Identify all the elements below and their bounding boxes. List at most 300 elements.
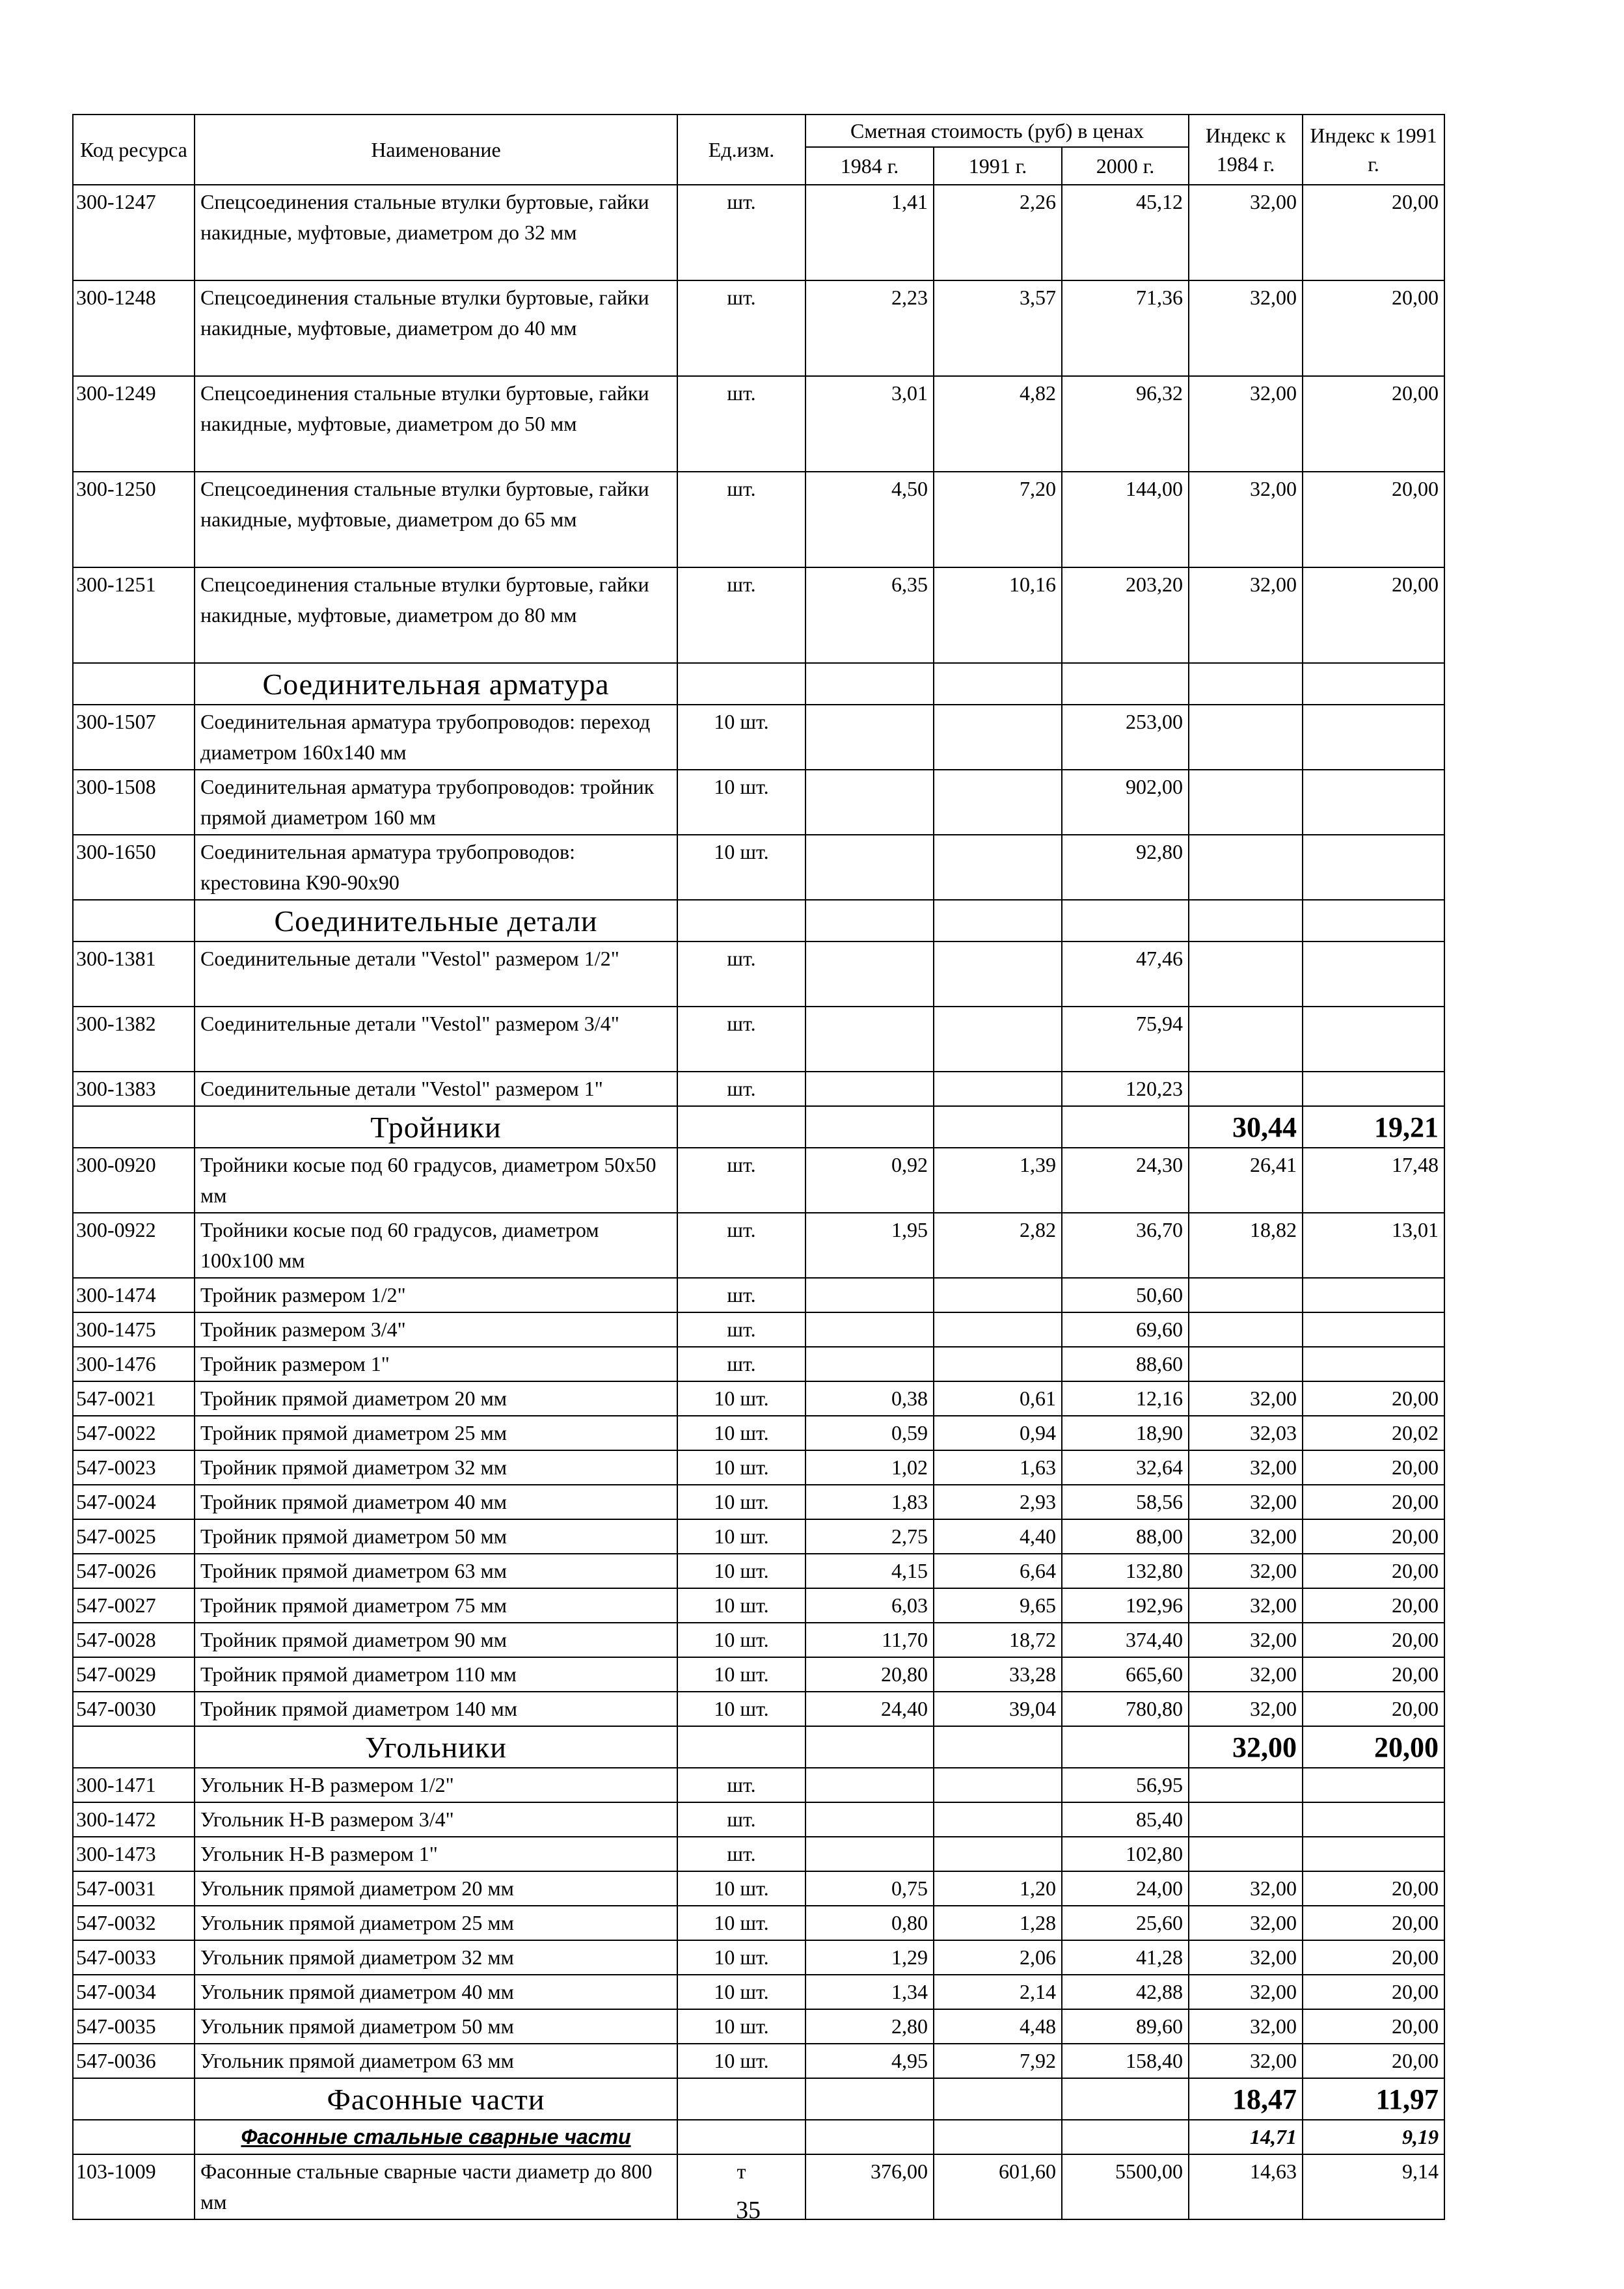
price-2000: 5500,00: [1062, 2154, 1189, 2219]
table-row: [73, 567, 1444, 663]
resource-code: 547-0035: [73, 2009, 195, 2044]
index-1984: 18,82: [1189, 1213, 1303, 1278]
price-1991: 4,48: [934, 2009, 1062, 2044]
index-1984: 32,03: [1189, 1416, 1303, 1450]
resource-name: Тройник прямой диаметром 75 мм: [195, 1588, 677, 1623]
resource-unit: 10 шт.: [677, 1381, 805, 1416]
header-year-2000: 2000 г.: [1062, 147, 1189, 185]
price-1984: [805, 1837, 934, 1871]
index-1984: [1189, 1007, 1303, 1072]
section-empty-cell: [934, 900, 1062, 941]
index-1991: [1303, 1312, 1444, 1347]
resource-name: Угольник прямой диаметром 50 мм: [195, 2009, 677, 2044]
section-empty-cell: [1062, 900, 1189, 941]
index-1991: [1303, 1007, 1444, 1072]
section-title: Угольники: [195, 1726, 677, 1768]
resource-name: Тройник прямой диаметром 32 мм: [195, 1450, 677, 1485]
price-2000: 36,70: [1062, 1213, 1189, 1278]
resource-name: Спецсоединения стальные втулки буртовые, гайки накидные, муфтовые, диаметром до 50 мм: [195, 376, 677, 472]
resource-unit: 10 шт.: [677, 1485, 805, 1519]
resource-name: Соединительная арматура трубопроводов: тройник прямой диаметром 160 мм: [195, 770, 677, 835]
table-row: [73, 1347, 1444, 1381]
price-2000: 56,95: [1062, 1768, 1189, 1802]
resource-unit: 10 шт.: [677, 770, 805, 835]
section-empty-cell: [805, 1106, 934, 1148]
price-2000: 75,94: [1062, 1007, 1189, 1072]
price-1984: 20,80: [805, 1657, 934, 1692]
price-1991: [934, 1802, 1062, 1837]
resource-name: Спецсоединения стальные втулки буртовые, гайки накидные, муфтовые, диаметром до 40 мм: [195, 280, 677, 376]
price-1991: 1,39: [934, 1148, 1062, 1213]
resource-name: Тройник прямой диаметром 140 мм: [195, 1692, 677, 1726]
index-1984: 32,00: [1189, 376, 1303, 472]
index-1991: [1303, 941, 1444, 1007]
subsection-code-cell: [73, 2120, 195, 2154]
index-1991: 20,00: [1303, 1588, 1444, 1623]
index-1984: 32,00: [1189, 1940, 1303, 1975]
price-2000: 374,40: [1062, 1623, 1189, 1657]
price-1991: 18,72: [934, 1623, 1062, 1657]
resource-unit: шт.: [677, 185, 805, 280]
index-1984: 26,41: [1189, 1148, 1303, 1213]
resource-unit: шт.: [677, 1312, 805, 1347]
index-1991: [1303, 1802, 1444, 1837]
resource-code: 547-0033: [73, 1940, 195, 1975]
price-1991: [934, 1278, 1062, 1312]
section-empty-cell: [805, 1726, 934, 1768]
price-2000: 88,60: [1062, 1347, 1189, 1381]
table-row: [73, 1213, 1444, 1278]
price-2000: 203,20: [1062, 567, 1189, 663]
price-1984: 0,75: [805, 1871, 934, 1906]
price-1991: [934, 1768, 1062, 1802]
section-empty-cell: [934, 663, 1062, 705]
section-title: Тройники: [195, 1106, 677, 1148]
resource-name: Тройник размером 1": [195, 1347, 677, 1381]
resource-name: Угольник прямой диаметром 32 мм: [195, 1940, 677, 1975]
price-2000: 58,56: [1062, 1485, 1189, 1519]
price-1984: [805, 1312, 934, 1347]
table-row: [73, 2009, 1444, 2044]
price-1984: [805, 1768, 934, 1802]
section-empty-cell: [805, 663, 934, 705]
price-1984: [805, 835, 934, 900]
section-header-row: [73, 900, 1444, 941]
price-1991: [934, 1007, 1062, 1072]
index-1984: [1189, 1312, 1303, 1347]
resource-code: 300-1248: [73, 280, 195, 376]
resource-code: 300-1383: [73, 1072, 195, 1106]
table-row: [73, 1278, 1444, 1312]
index-1984: 32,00: [1189, 1623, 1303, 1657]
table-row: [73, 1485, 1444, 1519]
table-row: [73, 1623, 1444, 1657]
section-title: Соединительная арматура: [195, 663, 677, 705]
section-index-1984: [1189, 663, 1303, 705]
index-1991: [1303, 1072, 1444, 1106]
resource-name: Соединительная арматура трубопроводов: переход диаметром 160x140 мм: [195, 705, 677, 770]
price-1991: 0,61: [934, 1381, 1062, 1416]
resource-unit: шт.: [677, 1007, 805, 1072]
subsection-index-1991: 9,19: [1303, 2120, 1444, 2154]
section-header-row: [73, 2078, 1444, 2120]
resource-name: Угольник прямой диаметром 25 мм: [195, 1906, 677, 1940]
resource-code: 300-1381: [73, 941, 195, 1007]
table-row: [73, 1554, 1444, 1588]
subsection-index-1984: 14,71: [1189, 2120, 1303, 2154]
table-row: [73, 1692, 1444, 1726]
section-index-1984: 30,44: [1189, 1106, 1303, 1148]
index-1991: 20,00: [1303, 1623, 1444, 1657]
section-code-cell: [73, 2078, 195, 2120]
index-1984: [1189, 1768, 1303, 1802]
index-1991: 20,00: [1303, 1906, 1444, 1940]
section-index-1991: 11,97: [1303, 2078, 1444, 2120]
resource-code: 547-0031: [73, 1871, 195, 1906]
subsection-empty-cell: [1062, 2120, 1189, 2154]
resource-unit: 10 шт.: [677, 835, 805, 900]
resource-name: Соединительные детали "Vestol" размером 3/4": [195, 1007, 677, 1072]
section-empty-cell: [805, 2078, 934, 2120]
price-1984: [805, 1072, 934, 1106]
price-2000: 47,46: [1062, 941, 1189, 1007]
resource-unit: 10 шт.: [677, 705, 805, 770]
price-2000: 144,00: [1062, 472, 1189, 567]
section-index-1991: 19,21: [1303, 1106, 1444, 1148]
index-1991: 20,00: [1303, 1975, 1444, 2009]
subsection-empty-cell: [934, 2120, 1062, 2154]
index-1984: 32,00: [1189, 1588, 1303, 1623]
resource-name: Тройник размером 3/4": [195, 1312, 677, 1347]
price-1984: 0,80: [805, 1906, 934, 1940]
section-index-1984: [1189, 900, 1303, 941]
table-row: [73, 1519, 1444, 1554]
subsection-empty-cell: [677, 2120, 805, 2154]
price-1991: [934, 835, 1062, 900]
index-1984: [1189, 1802, 1303, 1837]
table-row: [73, 941, 1444, 1007]
price-2000: 102,80: [1062, 1837, 1189, 1871]
resource-code: 300-1250: [73, 472, 195, 567]
price-1991: 4,82: [934, 376, 1062, 472]
resource-unit: 10 шт.: [677, 2009, 805, 2044]
index-1991: 20,00: [1303, 1485, 1444, 1519]
section-index-1991: 20,00: [1303, 1726, 1444, 1768]
price-2000: 89,60: [1062, 2009, 1189, 2044]
section-empty-cell: [934, 2078, 1062, 2120]
table-row: [73, 1768, 1444, 1802]
price-2000: 902,00: [1062, 770, 1189, 835]
index-1984: 32,00: [1189, 1871, 1303, 1906]
price-1991: 1,63: [934, 1450, 1062, 1485]
resource-unit: 10 шт.: [677, 1623, 805, 1657]
header-index-1984: Индекс к 1984 г.: [1189, 115, 1303, 185]
header-cost-group: Сметная стоимость (руб) в ценах: [805, 115, 1189, 147]
price-2000: 18,90: [1062, 1416, 1189, 1450]
price-1991: 33,28: [934, 1657, 1062, 1692]
resource-name: Тройник прямой диаметром 110 мм: [195, 1657, 677, 1692]
resource-code: 300-1247: [73, 185, 195, 280]
index-1991: 20,00: [1303, 1450, 1444, 1485]
resource-code: 547-0032: [73, 1906, 195, 1940]
table-row: [73, 1657, 1444, 1692]
resource-code: 300-1251: [73, 567, 195, 663]
table-row: [73, 1416, 1444, 1450]
index-1984: 32,00: [1189, 1657, 1303, 1692]
resource-code: 547-0021: [73, 1381, 195, 1416]
price-1991: 2,26: [934, 185, 1062, 280]
price-1984: 376,00: [805, 2154, 934, 2219]
resource-code: 300-0922: [73, 1213, 195, 1278]
resource-name: Тройник прямой диаметром 40 мм: [195, 1485, 677, 1519]
price-2000: 24,00: [1062, 1871, 1189, 1906]
resource-name: Спецсоединения стальные втулки буртовые, гайки накидные, муфтовые, диаметром до 80 мм: [195, 567, 677, 663]
price-2000: 50,60: [1062, 1278, 1189, 1312]
resource-name: Тройник прямой диаметром 90 мм: [195, 1623, 677, 1657]
price-2000: 88,00: [1062, 1519, 1189, 1554]
resource-unit: т: [677, 2154, 805, 2219]
index-1984: 14,63: [1189, 2154, 1303, 2219]
resource-code: 300-1507: [73, 705, 195, 770]
resource-code: 300-1476: [73, 1347, 195, 1381]
index-1991: 20,00: [1303, 1554, 1444, 1588]
table-body: [73, 185, 1444, 2219]
resource-name: Тройник прямой диаметром 50 мм: [195, 1519, 677, 1554]
index-1991: [1303, 705, 1444, 770]
resource-name: Тройник прямой диаметром 20 мм: [195, 1381, 677, 1416]
section-code-cell: [73, 663, 195, 705]
resource-code: 547-0025: [73, 1519, 195, 1554]
subsection-empty-cell: [805, 2120, 934, 2154]
price-1991: 3,57: [934, 280, 1062, 376]
section-empty-cell: [934, 1106, 1062, 1148]
section-empty-cell: [1062, 663, 1189, 705]
index-1991: [1303, 770, 1444, 835]
resource-name: Угольник прямой диаметром 40 мм: [195, 1975, 677, 2009]
resource-unit: шт.: [677, 1072, 805, 1106]
table-row: [73, 1072, 1444, 1106]
index-1984: 32,00: [1189, 472, 1303, 567]
price-2000: 92,80: [1062, 835, 1189, 900]
price-2000: 192,96: [1062, 1588, 1189, 1623]
price-1991: 2,06: [934, 1940, 1062, 1975]
price-1984: 24,40: [805, 1692, 934, 1726]
table-row: [73, 185, 1444, 280]
index-1984: 32,00: [1189, 1692, 1303, 1726]
index-1984: [1189, 770, 1303, 835]
section-index-1984: 32,00: [1189, 1726, 1303, 1768]
resource-code: 300-1508: [73, 770, 195, 835]
table-row: [73, 770, 1444, 835]
section-code-cell: [73, 1106, 195, 1148]
index-1991: [1303, 1347, 1444, 1381]
resource-code: 547-0022: [73, 1416, 195, 1450]
resource-code: 547-0036: [73, 2044, 195, 2078]
price-1991: 0,94: [934, 1416, 1062, 1450]
header-code: Код ресурса: [73, 115, 195, 185]
price-2000: 96,32: [1062, 376, 1189, 472]
resource-unit: 10 шт.: [677, 1692, 805, 1726]
section-index-1991: [1303, 663, 1444, 705]
section-header-row: [73, 1726, 1444, 1768]
resource-code: 300-1475: [73, 1312, 195, 1347]
price-1991: 2,82: [934, 1213, 1062, 1278]
price-1984: [805, 1007, 934, 1072]
price-2000: 85,40: [1062, 1802, 1189, 1837]
price-1991: 2,93: [934, 1485, 1062, 1519]
price-2000: 253,00: [1062, 705, 1189, 770]
price-1991: 4,40: [934, 1519, 1062, 1554]
price-1984: 1,34: [805, 1975, 934, 2009]
price-1991: 7,92: [934, 2044, 1062, 2078]
section-code-cell: [73, 900, 195, 941]
resource-code: 547-0029: [73, 1657, 195, 1692]
price-1991: [934, 1347, 1062, 1381]
price-2000: 665,60: [1062, 1657, 1189, 1692]
resource-unit: 10 шт.: [677, 2044, 805, 2078]
price-2000: 132,80: [1062, 1554, 1189, 1588]
table-row: [73, 472, 1444, 567]
header-name: Наименование: [195, 115, 677, 185]
price-1991: [934, 1312, 1062, 1347]
price-1984: [805, 770, 934, 835]
price-1991: 2,14: [934, 1975, 1062, 2009]
index-1991: 20,00: [1303, 280, 1444, 376]
table-row: [73, 1007, 1444, 1072]
price-1984: 4,50: [805, 472, 934, 567]
index-1991: 20,00: [1303, 2009, 1444, 2044]
price-1991: [934, 1837, 1062, 1871]
index-1991: 9,14: [1303, 2154, 1444, 2219]
resource-unit: шт.: [677, 1148, 805, 1213]
price-table-sheet: [72, 114, 1444, 2220]
index-1984: 32,00: [1189, 1450, 1303, 1485]
price-1984: [805, 941, 934, 1007]
resource-unit: 10 шт.: [677, 1657, 805, 1692]
price-2000: 12,16: [1062, 1381, 1189, 1416]
price-2000: 25,60: [1062, 1906, 1189, 1940]
table-row: [73, 280, 1444, 376]
price-2000: 71,36: [1062, 280, 1189, 376]
price-2000: 32,64: [1062, 1450, 1189, 1485]
index-1984: 32,00: [1189, 280, 1303, 376]
header-year-1991: 1991 г.: [934, 147, 1062, 185]
table-row: [73, 1312, 1444, 1347]
resource-code: 547-0034: [73, 1975, 195, 2009]
resource-name: Фасонные стальные сварные части диаметр до 800 мм: [195, 2154, 677, 2219]
index-1984: [1189, 941, 1303, 1007]
resource-unit: 10 шт.: [677, 1554, 805, 1588]
price-1991: 7,20: [934, 472, 1062, 567]
resource-code: 300-1472: [73, 1802, 195, 1837]
price-1984: 1,95: [805, 1213, 934, 1278]
price-1991: 1,28: [934, 1906, 1062, 1940]
section-title: Соединительные детали: [195, 900, 677, 941]
price-1991: 39,04: [934, 1692, 1062, 1726]
price-1984: [805, 1347, 934, 1381]
price-1984: 2,75: [805, 1519, 934, 1554]
index-1984: 32,00: [1189, 1381, 1303, 1416]
section-empty-cell: [677, 663, 805, 705]
table-row: [73, 1802, 1444, 1837]
section-empty-cell: [1062, 1726, 1189, 1768]
price-1984: 3,01: [805, 376, 934, 472]
price-2000: 120,23: [1062, 1072, 1189, 1106]
section-empty-cell: [1062, 2078, 1189, 2120]
section-header-row: [73, 663, 1444, 705]
index-1991: 20,00: [1303, 1940, 1444, 1975]
price-1984: 1,29: [805, 1940, 934, 1975]
price-2000: 69,60: [1062, 1312, 1189, 1347]
index-1991: 17,48: [1303, 1148, 1444, 1213]
index-1991: 20,00: [1303, 472, 1444, 567]
index-1984: 32,00: [1189, 1519, 1303, 1554]
price-1991: 1,20: [934, 1871, 1062, 1906]
index-1991: 20,00: [1303, 185, 1444, 280]
price-1984: 4,95: [805, 2044, 934, 2078]
section-empty-cell: [677, 1106, 805, 1148]
resource-code: 300-1650: [73, 835, 195, 900]
resource-name: Соединительные детали "Vestol" размером 1/2": [195, 941, 677, 1007]
resource-code: 300-0920: [73, 1148, 195, 1213]
resource-name: Тройник прямой диаметром 25 мм: [195, 1416, 677, 1450]
section-empty-cell: [677, 900, 805, 941]
resource-code: 103-1009: [73, 2154, 195, 2219]
resource-name: Спецсоединения стальные втулки буртовые, гайки накидные, муфтовые, диаметром до 65 мм: [195, 472, 677, 567]
page-number: 35: [736, 2197, 761, 2224]
index-1984: [1189, 705, 1303, 770]
price-1984: 4,15: [805, 1554, 934, 1588]
price-1984: 6,03: [805, 1588, 934, 1623]
section-title: Фасонные части: [195, 2078, 677, 2120]
resource-code: 547-0030: [73, 1692, 195, 1726]
index-1991: 20,00: [1303, 1692, 1444, 1726]
section-empty-cell: [677, 1726, 805, 1768]
resource-unit: 10 шт.: [677, 1450, 805, 1485]
resource-name: Соединительные детали "Vestol" размером 1": [195, 1072, 677, 1106]
index-1991: [1303, 1837, 1444, 1871]
subsection-title: Фасонные стальные сварные части: [195, 2120, 677, 2154]
resource-code: 300-1471: [73, 1768, 195, 1802]
resource-code: 547-0024: [73, 1485, 195, 1519]
price-1991: 9,65: [934, 1588, 1062, 1623]
index-1984: 32,00: [1189, 2044, 1303, 2078]
index-1991: 20,00: [1303, 1519, 1444, 1554]
price-1991: [934, 1072, 1062, 1106]
resource-unit: шт.: [677, 567, 805, 663]
table-row: [73, 1381, 1444, 1416]
index-1984: [1189, 1072, 1303, 1106]
header-row-top: [73, 115, 1444, 147]
table-row: [73, 1906, 1444, 1940]
resource-name: Угольник Н-В размером 1": [195, 1837, 677, 1871]
index-1984: 32,00: [1189, 1906, 1303, 1940]
table-row: [73, 1148, 1444, 1213]
price-1991: [934, 770, 1062, 835]
index-1991: 13,01: [1303, 1213, 1444, 1278]
index-1991: 20,00: [1303, 567, 1444, 663]
resource-unit: шт.: [677, 280, 805, 376]
price-1991: 601,60: [934, 2154, 1062, 2219]
resource-unit: шт.: [677, 941, 805, 1007]
index-1991: 20,00: [1303, 1381, 1444, 1416]
resource-name: Спецсоединения стальные втулки буртовые, гайки накидные, муфтовые, диаметром до 32 мм: [195, 185, 677, 280]
price-table: [72, 114, 1445, 2220]
table-row: [73, 835, 1444, 900]
price-2000: 45,12: [1062, 185, 1189, 280]
price-2000: 42,88: [1062, 1975, 1189, 2009]
resource-name: Тройник размером 1/2": [195, 1278, 677, 1312]
